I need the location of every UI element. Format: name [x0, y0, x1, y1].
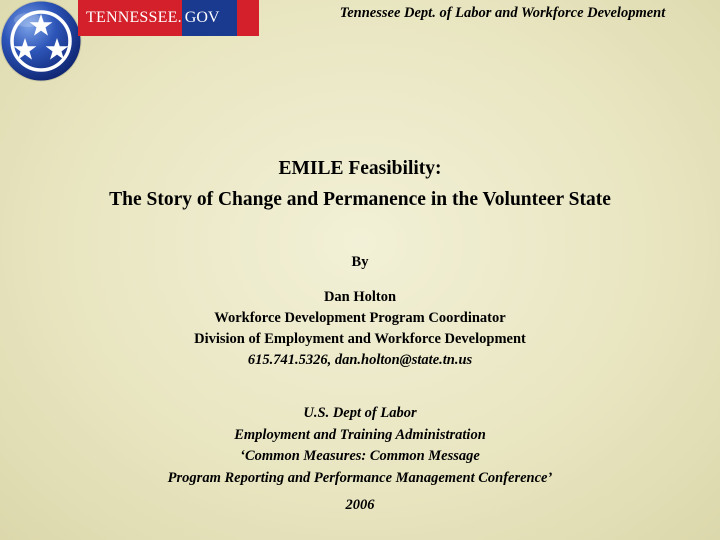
logo-gov-text: GOV [182, 0, 238, 36]
title-line-1: EMILE Feasibility: [278, 158, 442, 179]
conference-line-4: Program Reporting and Performance Management Conference’ [167, 469, 553, 486]
year: 2006 [345, 497, 375, 513]
department-name: Tennessee Dept. of Labor and Workforce Development [339, 5, 666, 21]
logo-tennessee-text: TENNESSEE. [86, 9, 182, 26]
conference-line-3: ‘Common Measures: Common Message [240, 448, 480, 464]
author-division: Division of Employment and Workforce Development [194, 331, 526, 347]
conference-line-1: U.S. Dept of Labor [303, 405, 417, 421]
conference-line-2: Employment and Training Administration [234, 426, 486, 443]
author-name: Dan Holton [323, 289, 397, 305]
author-info [0, 287, 720, 371]
slide-title [0, 153, 720, 215]
author-contact: 615.741.5326, dan.holton@state.tn.us [247, 352, 473, 368]
author-role: Workforce Development Program Coordinator [214, 310, 506, 326]
conference-info [0, 403, 720, 489]
byline: By [351, 254, 369, 270]
tennessee-tri-star-globe-icon [0, 0, 82, 82]
title-line-2: The Story of Change and Permanence in the Volunteer State [109, 189, 611, 210]
tennessee-gov-logo [78, 0, 259, 36]
